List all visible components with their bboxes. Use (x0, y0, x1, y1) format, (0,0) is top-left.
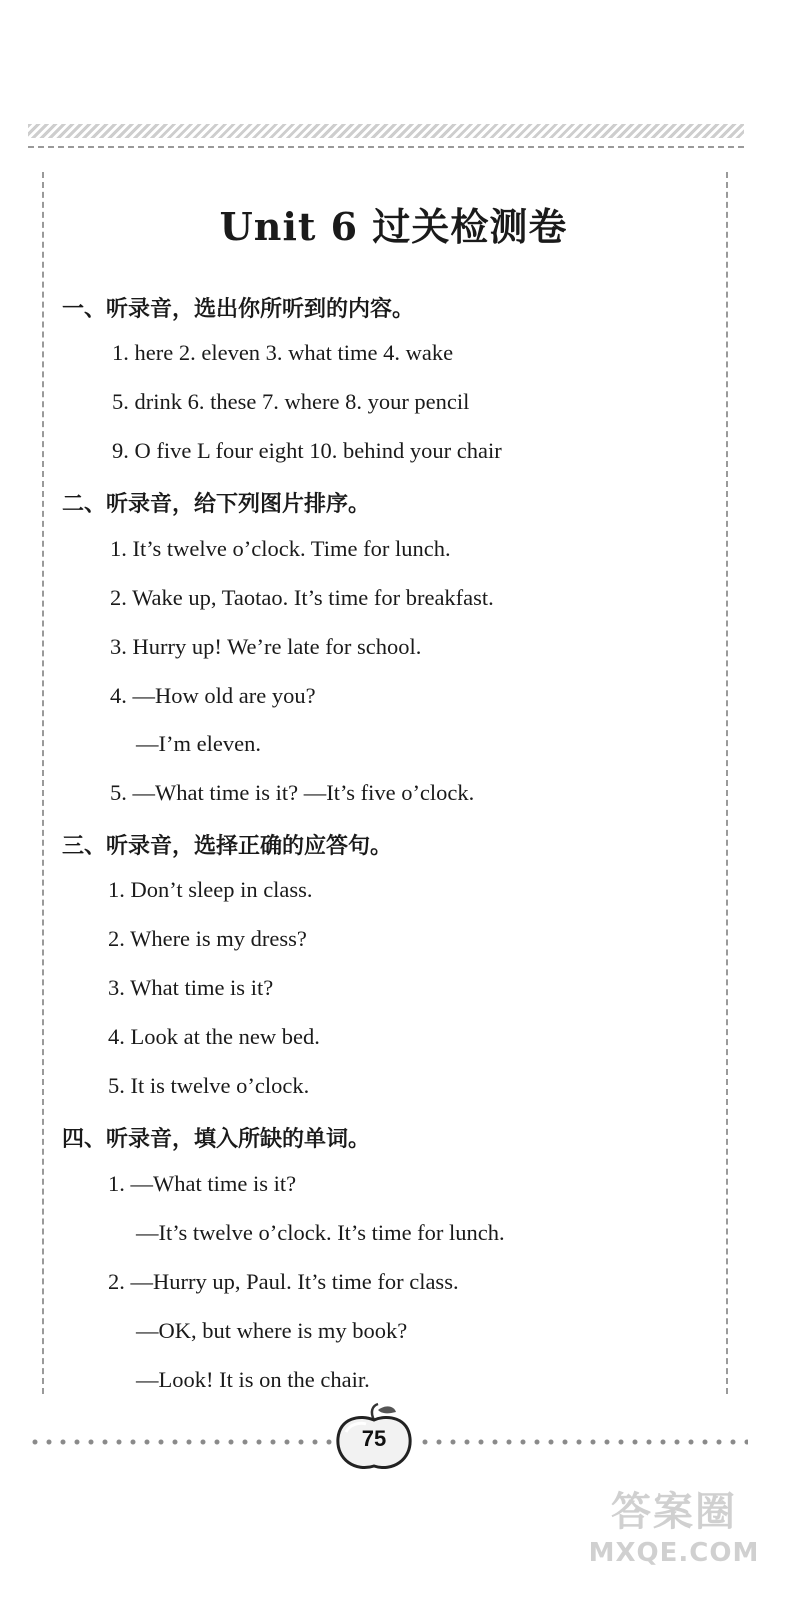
section-2-line-6: 5. —What time is it? —It’s five o’clock. (110, 780, 475, 805)
watermark-text: 答案圈 (611, 1489, 737, 1535)
left-dashed-border (42, 172, 44, 1394)
right-dashed-border (726, 172, 728, 1394)
section-heading-4: 四、听录音，填入所缺的单词。 (62, 1127, 371, 1152)
section-4-line-5: —Look! It is on the chair. (136, 1367, 370, 1392)
section-3-line-2: 2. Where is my dress? (108, 926, 307, 951)
section-3-line-3: 3. What time is it? (108, 975, 274, 1000)
top-decorative-band (28, 124, 744, 138)
section-2-line-5: —I’m eleven. (136, 731, 261, 756)
watermark-url: MXQE.COM (588, 1538, 760, 1568)
section-1-line-3: 9. O five L four eight 10. behind your chair (112, 438, 502, 463)
section-2-line-3: 3. Hurry up! We’re late for school. (110, 634, 422, 659)
section-heading-1: 一、听录音，选出你所听到的内容。 (62, 297, 415, 322)
section-1-line-2: 5. drink 6. these 7. where 8. your pencil (112, 389, 470, 414)
footer-dots-right (418, 1436, 748, 1448)
section-4-line-2: —It’s twelve o’clock. It’s time for lunch. (136, 1220, 505, 1245)
section-3-line-5: 5. It is twelve o’clock. (108, 1073, 310, 1098)
section-2-line-2: 2. Wake up, Taotao. It’s time for breakfast. (110, 585, 494, 610)
top-dashed-rule (28, 146, 744, 148)
section-3-line-1: 1. Don’t sleep in class. (108, 877, 313, 902)
section-2-line-1: 1. It’s twelve o’clock. Time for lunch. (110, 536, 451, 561)
section-heading-2: 二、听录音，给下列图片排序。 (62, 492, 371, 517)
watermark (574, 1488, 774, 1570)
section-1-line-1: 1. here 2. eleven 3. what time 4. wake (112, 340, 454, 365)
section-3-line-4: 4. Look at the new bed. (108, 1024, 320, 1049)
section-heading-3: 三、听录音，选择正确的应答句。 (62, 834, 393, 859)
page-number: 75 (361, 1426, 387, 1451)
footer-dots-left (28, 1436, 336, 1448)
section-4-line-4: —OK, but where is my book? (136, 1318, 408, 1343)
section-4-line-1: 1. —What time is it? (108, 1171, 297, 1196)
section-4-line-3: 2. —Hurry up, Paul. It’s time for class. (108, 1269, 459, 1294)
section-2-line-4: 4. —How old are you? (110, 683, 316, 708)
page-title: Unit 6 过关检测卷 (219, 204, 568, 249)
